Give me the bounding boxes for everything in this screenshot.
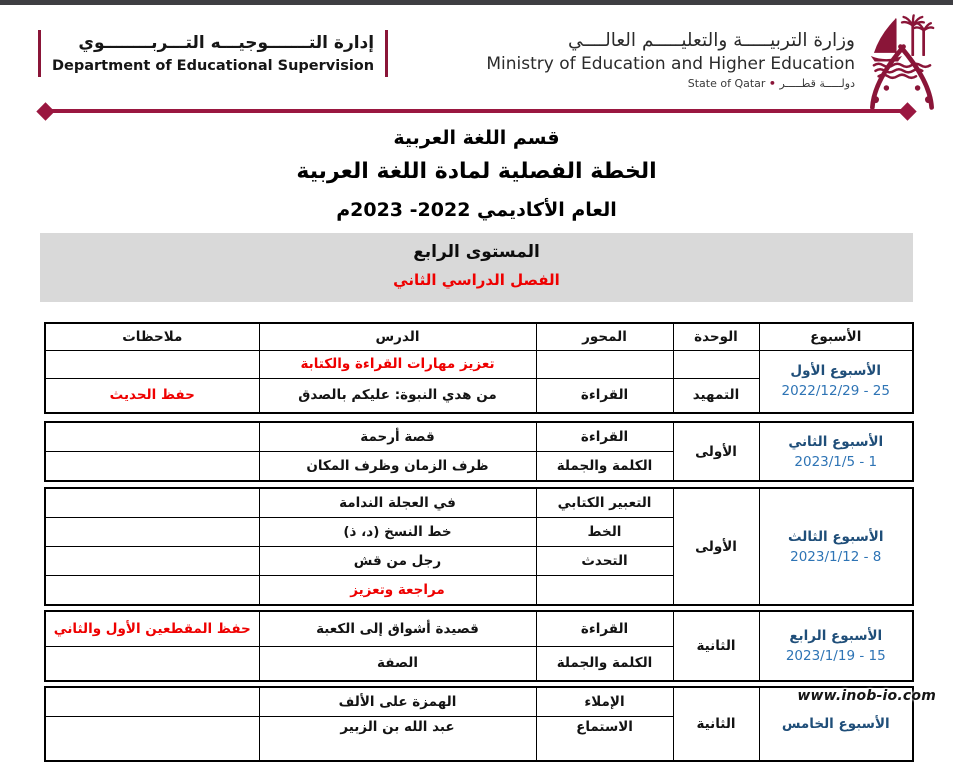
col-header-notes: ملاحظات [45,323,259,350]
ministry-block [486,12,941,114]
department-title-arabic: إدارة التـــــــوجيـــه التـــربــــــــوي [78,33,375,53]
unit-cell [673,350,759,378]
lesson-cell: رجل من قش [259,546,536,575]
week-cell [759,488,913,605]
week-5-table [44,686,914,762]
separator-dot: • [768,77,776,90]
axis-cell [536,350,673,378]
col-header-lesson: الدرس [259,323,536,350]
axis-cell: التحدث [536,546,673,575]
ministry-title-arabic: وزارة التربيـــــة والتعليـــــم العالــــي [567,30,855,51]
lesson-cell: قصيدة أشواق إلى الكعبة [259,611,536,646]
notes-cell [45,716,259,761]
col-header-week: الأسبوع [759,323,913,350]
notes-cell [45,488,259,517]
week-dates: 2023/1/19 - 15 [785,648,886,664]
state-arabic: دولـــــة قطـــــر [779,77,855,90]
notes-cell [45,350,259,378]
week-label: الأسبوع الأول [790,363,882,380]
lesson-cell: في العجلة الندامة [259,488,536,517]
table-row [45,687,913,716]
semester-label: الفصل الدراسي الثاني [393,271,560,289]
week-label: الأسبوع الثالث [788,528,884,545]
col-header-axis: المحور [536,323,673,350]
axis-cell: الإملاء [536,687,673,716]
col-header-unit: الوحدة [673,323,759,350]
axis-cell: الاستماع [536,716,673,761]
table-row [45,488,913,517]
lesson-cell: تعزيز مهارات القراءة والكتابة [259,350,536,378]
level-banner [40,233,913,302]
axis-cell: الكلمة والجملة [536,451,673,481]
week-label: الأسبوع الثاني [788,433,884,450]
week-dates: 2023/1/12 - 8 [790,548,882,565]
week-label: الأسبوع الرابع [789,628,883,644]
week-cell [759,611,913,681]
notes-cell [45,451,259,481]
axis-cell [536,575,673,605]
lesson-cell: الهمزة على الألف [259,687,536,716]
axis-cell: القراءة [536,611,673,646]
unit-cell: الثانية [673,611,759,681]
table-row [45,611,913,646]
ministry-text [486,30,855,90]
notes-cell: حفظ المقطعين الأول والثاني [45,611,259,646]
unit-cell: الثانية [673,687,759,761]
week-cell [759,350,913,413]
lesson-cell: مراجعة وتعزيز [259,575,536,605]
notes-cell [45,646,259,681]
lesson-cell: ظرف الزمان وظرف المكان [259,451,536,481]
state-of-qatar-line [486,77,855,90]
week-2-table [44,421,914,482]
week-3-table [44,487,914,606]
axis-cell: القراءة [536,378,673,413]
week-4-table [44,610,914,682]
week-cell [759,422,913,481]
lesson-cell: خط النسخ (د، ذ) [259,517,536,546]
lesson-plan-tables [46,322,914,762]
notes-cell [45,575,259,605]
unit-cell: التمهيد [673,378,759,413]
qatar-emblem-icon [863,12,941,114]
week-1-table [44,322,914,414]
notes-cell: حفظ الحديث [45,378,259,413]
week-dates: 2023/1/5 - 1 [794,453,878,470]
table-header-row [45,323,913,350]
axis-cell: القراءة [536,422,673,451]
unit-cell: الأولى [673,488,759,605]
unit-cell: الأولى [673,422,759,481]
academic-year-title: العام الأكاديمي 2022- 2023م [336,199,617,221]
watermark: www.inob-io.com [797,688,936,704]
lesson-cell: قصة أرحمة [259,422,536,451]
axis-cell: الكلمة والجملة [536,646,673,681]
lesson-cell: الصفة [259,646,536,681]
week-dates: 2022/12/29 - 25 [781,383,890,400]
top-bar [0,0,953,5]
axis-cell: التعبير الكتابي [536,488,673,517]
state-english: State of Qatar [687,77,766,90]
notes-cell [45,422,259,451]
level-label: المستوى الرابع [413,242,540,262]
notes-cell [45,687,259,716]
notes-cell [45,517,259,546]
department-block [38,30,388,77]
section-title: قسم اللغة العربية [393,127,560,149]
axis-cell: الخط [536,517,673,546]
plan-title: الخطة الفصلية لمادة اللغة العربية [296,159,657,184]
week-label: الأسبوع الخامس [781,716,890,732]
department-title-english: Department of Educational Supervision [52,58,375,74]
ministry-title-english: Ministry of Education and Higher Education [486,54,855,74]
table-row [45,422,913,451]
table-row [45,350,913,378]
notes-cell [45,546,259,575]
maroon-divider [46,109,907,113]
lesson-cell: عبد الله بن الزبير [259,716,536,761]
lesson-cell: من هدي النبوة: عليكم بالصدق [259,378,536,413]
